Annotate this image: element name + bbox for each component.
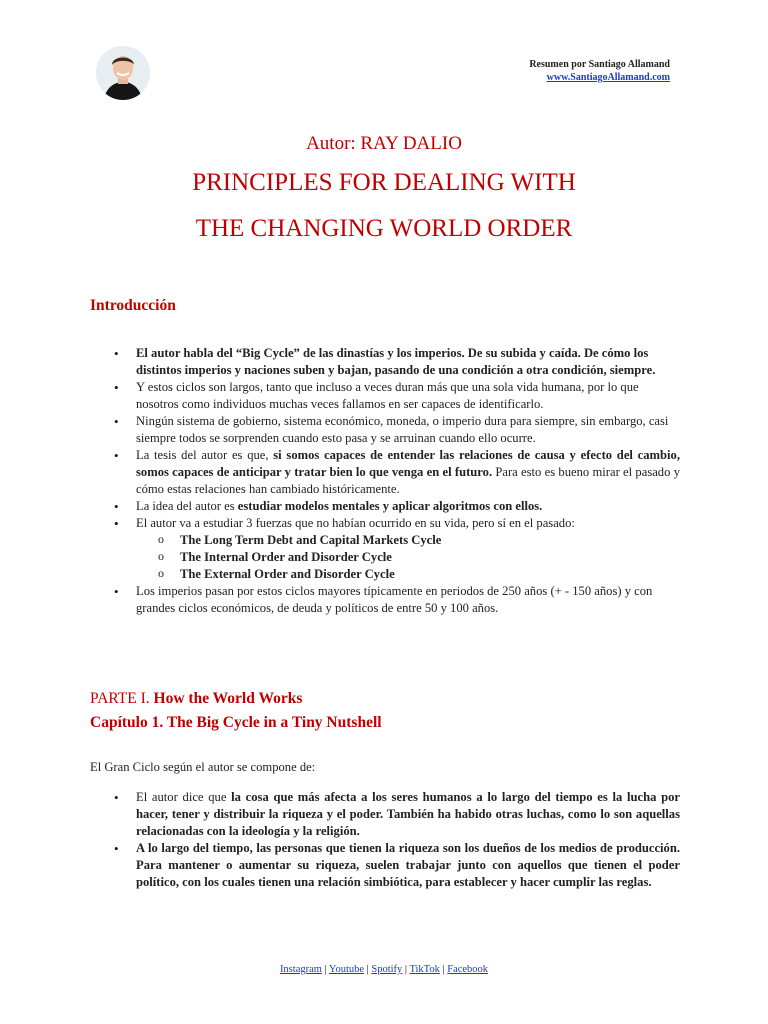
bullet-text: Y estos ciclos son largos, tanto que incluso a veces duran más que una sola vida humana, por lo que nosotros como individuos muchas veces fallamos en ser capaces de identificarlo. — [136, 380, 639, 411]
website-link[interactable]: www.SantiagoAllamand.com — [546, 72, 670, 83]
intro-bullet-list — [90, 345, 680, 617]
bullet-item — [90, 498, 680, 515]
bullet-text: Ningún sistema de gobierno, sistema económico, moneda, o imperio dura para siempre, sin embargo, casi siempre todos se sorprenden cuando esto pasa y se arruinan cuando ello ocurre. — [136, 414, 669, 445]
bullet-item — [90, 840, 680, 891]
footer-link-youtube[interactable]: Youtube — [328, 964, 365, 975]
bullet-text: El autor dice que — [136, 790, 232, 804]
bullet-item — [90, 583, 680, 617]
link-separator: | — [321, 964, 329, 975]
bullet-text: El autor habla del “Big Cycle” de las dinastías y los imperios. De su subida y caída. De cómo los distintos imperios y naciones suben y bajan, pasando de una condición a otra condición, siempre. — [136, 346, 656, 377]
bullet-item — [90, 447, 680, 498]
bullet-text: La idea del autor es — [136, 499, 238, 513]
sub-bullet-item: o The External Order and Disorder Cycle — [136, 566, 680, 583]
chapter-label: Capítulo 1. — [90, 714, 167, 731]
footer-social-links — [0, 964, 768, 975]
summary-by-label: Resumen por Santiago Allamand — [529, 59, 670, 70]
title-line-2: THE CHANGING WORLD ORDER — [195, 215, 573, 242]
link-separator: | — [364, 964, 372, 975]
title-line-1: PRINCIPLES FOR DEALING WITH — [192, 169, 576, 196]
bullet-text: si somos capaces de entender las relaciones de causa y efecto del cambio, somos capaces de anticipar y tratar bien lo que venga en el futuro. — [136, 448, 680, 479]
bullet-item — [90, 413, 680, 447]
bullet-text: la cosa que más afecta a los seres humanos a lo largo del tiempo es la lucha por hacer, tener y distribuir la riqueza y el poder. También ha habido otras luchas, como lo son aquellas relacionadas con la ideología y la religión. — [136, 790, 680, 838]
part-title: How the World Works — [153, 690, 303, 707]
bullet-item — [90, 789, 680, 840]
footer-link-facebook[interactable]: Facebook — [447, 964, 489, 975]
part-label: PARTE I. — [90, 690, 154, 707]
link-separator: | — [439, 964, 448, 975]
part-heading — [90, 687, 302, 711]
sub-bullet-item: o The Internal Order and Disorder Cycle — [136, 549, 680, 566]
chapter-intro-text: El Gran Ciclo según el autor se compone de: — [90, 760, 316, 774]
header-credits — [529, 58, 670, 84]
footer-link-spotify[interactable]: Spotify — [371, 964, 403, 975]
bullet-text: estudiar modelos mentales y aplicar algoritmos con ellos. — [237, 499, 543, 513]
bullet-item — [90, 515, 680, 583]
sub-bullet-list — [136, 532, 680, 583]
link-separator: | — [402, 964, 410, 975]
bullet-text: La tesis del autor es que, — [136, 448, 274, 462]
bullet-item — [90, 345, 680, 379]
intro-heading: Introducción — [90, 297, 176, 314]
author-photo — [96, 46, 150, 100]
chapter-heading — [90, 711, 382, 735]
person-photo-icon — [96, 46, 150, 100]
bullet-text: A lo largo del tiempo, las personas que tienen la riqueza son los dueños de los medios de producción. Para mantener o aumentar su riqueza, suelen trabajar junto con aquellos que tienen el poder político, con los cuales tienen una relación simbiótica, para establecer y hacer cumplir las reglas. — [136, 841, 680, 889]
bullet-text: Los imperios pasan por estos ciclos mayores típicamente en periodos de 250 años (+ - 150 años) y con grandes ciclos económicos, de deuda y políticos de entre 50 y 100 años. — [136, 584, 653, 615]
document-title — [0, 169, 768, 261]
footer-link-instagram[interactable]: Instagram — [279, 964, 322, 975]
bullet-text: El autor va a estudiar 3 fuerzas que no habían ocurrido en su vida, pero sí en el pasado: — [136, 516, 575, 530]
chapter-title: The Big Cycle in a Tiny Nutshell — [166, 714, 382, 731]
chapter-bullet-list — [90, 789, 680, 891]
bullet-item — [90, 379, 680, 413]
sub-bullet-item: o The Long Term Debt and Capital Markets Cycle — [136, 532, 680, 549]
author-line: Autor: RAY DALIO — [306, 133, 462, 154]
footer-link-tiktok[interactable]: TikTok — [409, 964, 440, 975]
bullet-text: Para esto es bueno mirar el pasado y cómo estas relaciones han cambiado históricamente. — [136, 465, 680, 496]
